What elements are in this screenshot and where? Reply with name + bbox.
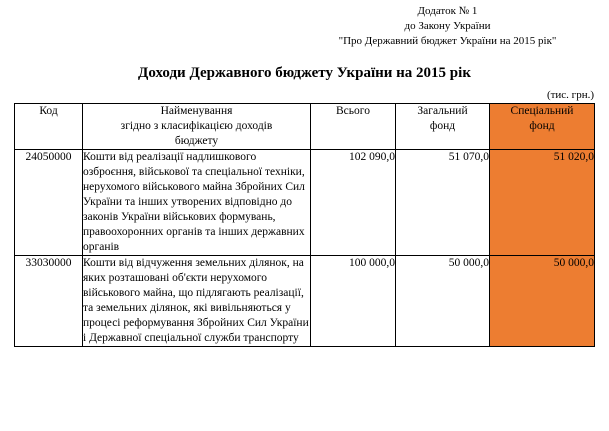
table-row bbox=[15, 150, 595, 256]
column-header-special-fund-line1: Спеціальний bbox=[510, 105, 574, 117]
column-header-special-fund bbox=[490, 104, 595, 150]
row-total: 102 090,0 bbox=[311, 150, 396, 256]
column-header-total: Всього bbox=[311, 104, 396, 150]
table-row bbox=[15, 256, 595, 347]
units-caption: (тис. грн.) bbox=[546, 89, 594, 101]
column-header-general-fund-line1: Загальний bbox=[417, 105, 468, 117]
page-title: Доходи Державного бюджету України на 2015 рік bbox=[138, 65, 471, 81]
column-header-general-fund-line2: фонд bbox=[429, 120, 456, 132]
row-special-fund: 51 020,0 bbox=[490, 150, 595, 256]
row-general-fund: 51 070,0 bbox=[396, 150, 490, 256]
column-header-special-fund-line2: фонд bbox=[529, 120, 555, 132]
column-header-name-line1: Найменування bbox=[160, 105, 233, 117]
row-name: Кошти від реалізації надлишкового озброєння, військової та спеціальної техніки, нерухомого військового майна Збройних Сил України та інших утворених відповідно до законів України військових формувань, правоохоронних органів та інших державних органів bbox=[83, 150, 311, 256]
row-total: 100 000,0 bbox=[311, 256, 396, 347]
annex-number: Додаток № 1 bbox=[417, 5, 478, 17]
column-header-name-line2: згідно з класифікацією доходів bbox=[120, 120, 273, 132]
column-header-name bbox=[83, 104, 311, 150]
table-header-row bbox=[15, 104, 595, 150]
annex-law-prefix: до Закону України bbox=[404, 20, 491, 32]
annex-reference-block bbox=[300, 4, 595, 49]
annex-law-name: "Про Державний бюджет України на 2015 рік" bbox=[338, 35, 557, 47]
column-header-name-line3: бюджету bbox=[174, 135, 219, 147]
row-name: Кошти від відчуження земельних ділянок, на яких розташовані об'єкти нерухомого військового майна, що підлягають реалізації, та земельних ділянок, які вивільняються у процесі реформування Збройних Сил України і Державної спеціальної служби транспорту bbox=[83, 256, 311, 347]
row-special-fund: 50 000,0 bbox=[490, 256, 595, 347]
budget-revenues-table bbox=[14, 103, 595, 347]
row-code: 24050000 bbox=[15, 150, 83, 256]
row-general-fund: 50 000,0 bbox=[396, 256, 490, 347]
column-header-general-fund bbox=[396, 104, 490, 150]
column-header-code: Код bbox=[15, 104, 83, 150]
row-code: 33030000 bbox=[15, 256, 83, 347]
